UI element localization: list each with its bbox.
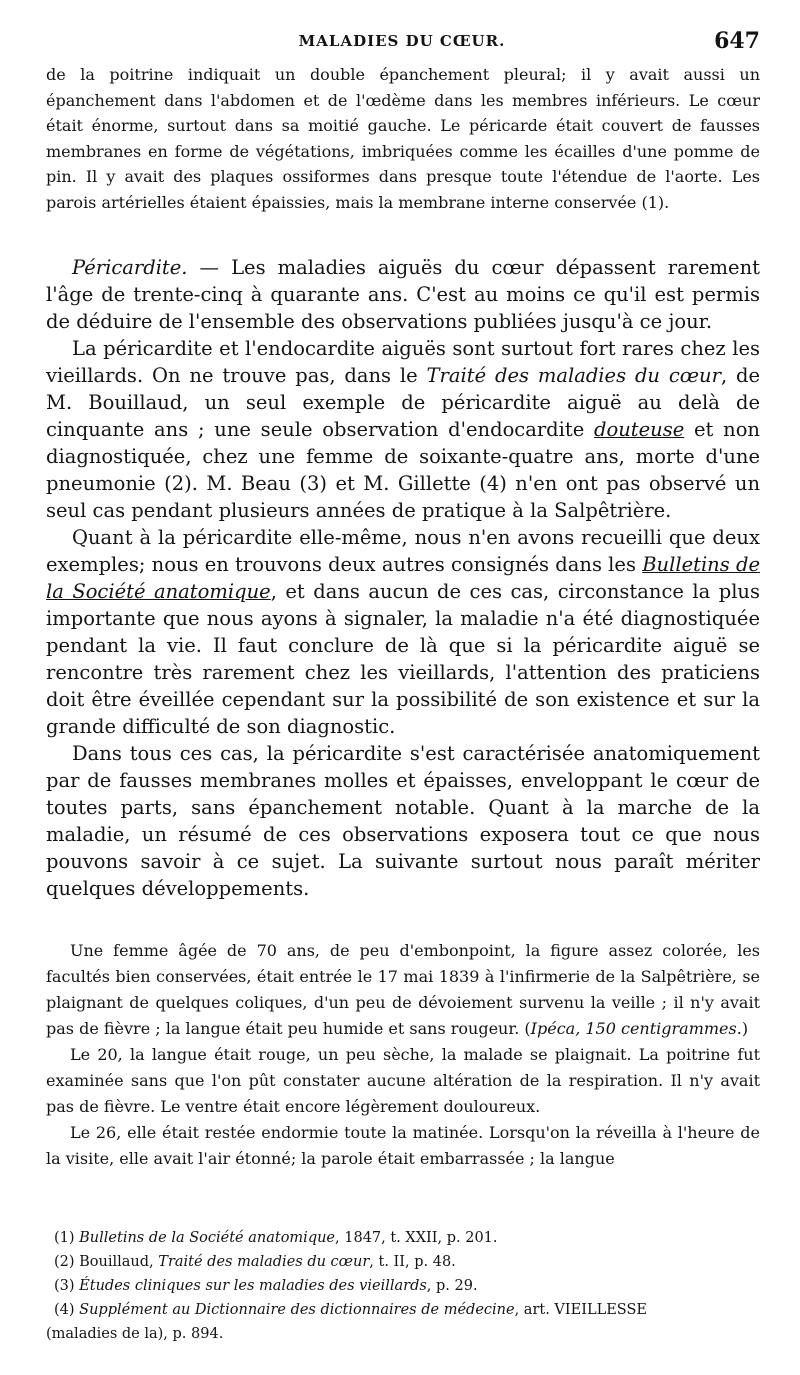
footnotes bbox=[46, 1226, 760, 1346]
paragraph-text: , et dans aucun de ces cas, circonstance la plus importante que nous ayons à signaler, la maladie n'a été diagnostiquée pendant la vie. Il faut conclure de là que si la péricardite aiguë se rencontre très rarement chez les vieillards, l'attention des praticiens doit être éveillée cependant sur la possibilité de son existence et sur la grande difficulté de son diagnostic. bbox=[46, 580, 760, 738]
footnote-title: Supplément au Dictionnaire des dictionnaires de médecine bbox=[79, 1302, 515, 1318]
intro-paragraph: de la poitrine indiquait un double épanchement pleural; il y avait aussi un épanchement dans l'abdomen et de l'œdème dans les membres inférieurs. Le cœur était énorme, surtout dans sa moitié gauche. Le péricarde était couvert de fausses membranes en forme de végétations, imbriquées comme les écailles d'une pomme de pin. Il y avait des plaques ossiformes dans presque toute l'étendue de l'aorte. Les parois artérielles étaient épaissies, mais la membrane interne conservée (1). bbox=[46, 65, 760, 212]
section-heading: Péricardite. bbox=[72, 256, 188, 279]
footnote-title: Traité des maladies du cœur bbox=[158, 1254, 370, 1270]
footnote-text: , 1847, t. XXII, p. 201. bbox=[335, 1230, 498, 1246]
main-text bbox=[46, 254, 760, 902]
paragraph-text: et non diagnostiquée, chez une femme de soixante-quatre ans, morte d'une pneumonie (2). M. Beau (3) et M. Gillette (4) n'en ont pas observé un seul cas pendant plusieurs années de pratique à la Salpêtrière. bbox=[46, 418, 760, 522]
emphasis-douteuse: douteuse bbox=[594, 418, 685, 441]
footnote-4-continuation: (maladies de la), p. 894. bbox=[46, 1326, 224, 1342]
running-title: MALADIES DU CŒUR. bbox=[298, 32, 506, 50]
footnote-number: (2) Bouillaud, bbox=[54, 1254, 159, 1270]
paragraph-rarity bbox=[46, 335, 760, 524]
footnote-2 bbox=[46, 1250, 760, 1274]
footnote-text: , p. 29. bbox=[426, 1278, 478, 1294]
paragraph-text: — Les maladies aiguës du cœur dépassent rarement l'âge de trente-cinq à quarante ans. C'est au moins ce qu'il est permis de déduire de l'ensemble des observations publiées jusqu'à ce jour. bbox=[46, 256, 760, 333]
footnote-title: Bulletins de la Société anatomique bbox=[79, 1230, 336, 1246]
intro-paragraph-block bbox=[46, 62, 760, 215]
paragraph-text: La péricardite et l'endocardite aiguës sont surtout fort rares chez les vieillards. On ne trouve pas, dans le bbox=[46, 337, 760, 387]
paragraph-anatomy: Dans tous ces cas, la péricardite s'est caractérisée anatomiquement par de fausses membranes molles et épaisses, enveloppant le cœur de toutes parts, sans épanchement notable. Quant à la marche de la maladie, un résumé de ces observations exposera tout ce que nous pouvons savoir à ce sujet. La suivante surtout nous paraît mériter quelques développements. bbox=[46, 742, 760, 900]
paragraph-cases bbox=[46, 524, 760, 740]
footnote-title: Études cliniques sur les maladies des vieillards bbox=[79, 1278, 427, 1294]
bulletins-title: Bulletins de la Société anatomique bbox=[46, 553, 760, 603]
paragraph-text: Une femme âgée de 70 ans, de peu d'embonpoint, la figure assez colorée, les facultés bien conservées, était entrée le 17 mai 1839 à l'infirmerie de la Salpêtrière, se plaignant de quelques coliques, d'un peu de dévoiement survenu la veille ; il n'y avait pas de fièvre ; la langue était peu humide et sans rougeur. ( bbox=[46, 941, 760, 1038]
footnote-text: , t. II, p. 48. bbox=[369, 1254, 456, 1270]
observation-paragraph-3: Le 26, elle était restée endormie toute la matinée. Lorsqu'on la réveilla à l'heure de la visite, elle avait l'air étonné; la parole était embarrassée ; la langue bbox=[46, 1123, 760, 1168]
footnote-3 bbox=[46, 1274, 760, 1298]
footnote-number: (1) bbox=[54, 1230, 80, 1246]
page-number: 647 bbox=[714, 28, 760, 54]
prescription: Ipéca, 150 centigrammes. bbox=[530, 1019, 742, 1038]
paragraph-pericardite bbox=[46, 254, 760, 335]
footnote-number: (3) bbox=[54, 1278, 80, 1294]
footnote-text: , art. VIEILLESSE bbox=[514, 1302, 647, 1318]
observation-paragraph-1 bbox=[46, 938, 760, 1042]
paragraph-text: Quant à la péricardite elle-même, nous n'en avons recueilli que deux exemples; nous en trouvons deux autres consignés dans les bbox=[46, 526, 760, 576]
page-header bbox=[44, 28, 760, 58]
footnote-1 bbox=[46, 1226, 760, 1250]
footnote-4 bbox=[46, 1298, 760, 1322]
observation-text bbox=[46, 938, 760, 1172]
footnote-number: (4) bbox=[54, 1302, 80, 1318]
observation-paragraph-2: Le 20, la langue était rouge, un peu sèche, la malade se plaignait. La poitrine fut examinée sans que l'on pût constater aucune altération de la respiration. Il n'y avait pas de fièvre. Le ventre était encore légèrement douloureux. bbox=[46, 1045, 760, 1116]
paragraph-text: , de M. Bouillaud, un seul exemple de péricardite aiguë au delà de cinquante ans ; une seule observation d'endocardite bbox=[46, 364, 761, 441]
book-title: Traité des maladies du cœur bbox=[426, 364, 721, 387]
paragraph-text: ) bbox=[741, 1019, 749, 1038]
